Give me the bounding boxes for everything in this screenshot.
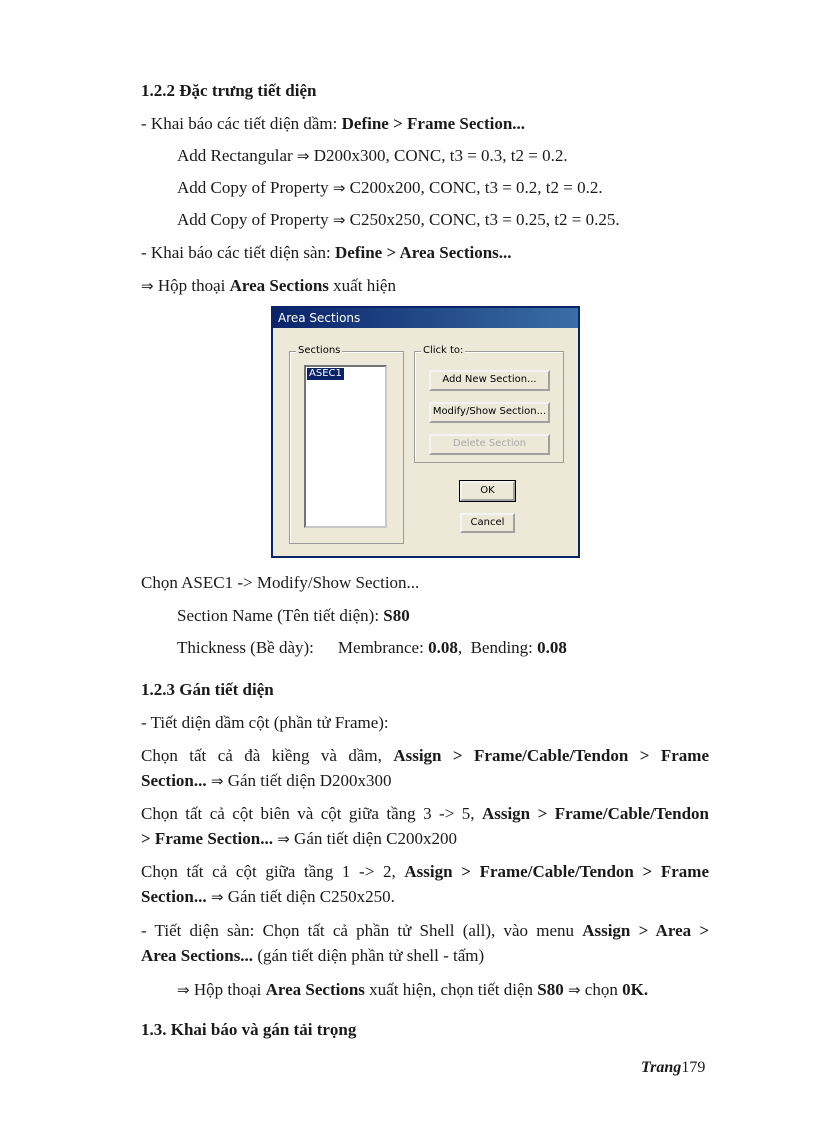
para-4-text: - Tiết diện sàn: Chọn tất cả phần tử Shell (all), vào menu — [141, 921, 583, 940]
section-item-asec1[interactable]: ASEC1 — [309, 368, 342, 379]
para-2-line-2 — [141, 828, 457, 850]
modify-show-section-button[interactable]: Modify/Show Section... — [429, 402, 550, 423]
footer-label: Trang — [641, 1059, 682, 1076]
para-5-c: xuất hiện, chọn tiết diện — [364, 980, 538, 999]
para-1-text: Chọn tất cả đà kiềng và dầm, — [141, 746, 394, 765]
sections-group-label: Sections — [298, 345, 341, 356]
arrow-icon: ⇒ — [567, 981, 581, 999]
beam-line-1-a: Add Rectangular — [177, 146, 297, 165]
beam-intro — [141, 113, 525, 135]
thickness-line: Thickness (Bề dày): Membrance: 0.08, Bending: 0.08 — [177, 638, 567, 657]
para-1-menu: Assign > Frame/Cable/Tendon > Frame — [393, 746, 709, 765]
para-2-text: Chọn tất cả cột biên và cột giữa tầng 3 -> 5, — [141, 804, 482, 823]
para-5-b: Area Sections — [265, 980, 365, 999]
beam-line-2-b: C200x200, CONC, t3 = 0.2, t2 = 0.2. — [345, 178, 603, 197]
beam-line-2 — [177, 177, 603, 199]
para-4-menu-end: Area Sections... — [141, 946, 254, 965]
beam-line-2-a: Add Copy of Property — [177, 178, 333, 197]
para-5-e: chọn — [580, 980, 623, 999]
area-sections-dialog — [271, 306, 580, 558]
para-1-result: Gán tiết diện D200x300 — [223, 771, 392, 790]
bending-value: 0.08 — [537, 638, 567, 657]
slab-intro-menu: Define > Area Sections... — [335, 243, 512, 262]
para-5-d: S80 — [537, 980, 564, 999]
beam-line-1-b: D200x300, CONC, t3 = 0.3, t2 = 0.2. — [309, 146, 568, 165]
beam-line-3 — [177, 209, 620, 231]
dialog-title: Area Sections — [273, 308, 578, 328]
cancel-button[interactable]: Cancel — [460, 513, 515, 533]
beam-intro-menu: Define > Frame Section... — [341, 114, 526, 133]
delete-section-button[interactable]: Delete Section — [429, 434, 550, 455]
section-name-line — [177, 605, 410, 627]
arrow-icon: ⇒ — [141, 277, 154, 295]
membrane-label: Membrance: — [337, 638, 429, 657]
arrow-icon: ⇒ — [177, 981, 190, 999]
para-4-menu: Assign > Area > — [582, 921, 710, 940]
para-5-a: Hộp thoại — [189, 980, 266, 999]
para-2-menu: Assign > Frame/Cable/Tendon — [481, 804, 709, 823]
beam-intro-text: - Khai báo các tiết diện dầm: — [141, 114, 342, 133]
click-to-label: Click to: — [423, 345, 464, 356]
arrow-icon: ⇒ — [277, 830, 290, 848]
heading-1-2-3: 1.2.3 Gán tiết diện — [141, 680, 274, 699]
bending-label: Bending: — [470, 638, 538, 657]
thickness-label: Thickness (Bề dày): — [177, 638, 314, 657]
section-name-value: S80 — [383, 606, 410, 625]
heading-1-3: 1.3. Khai báo và gán tải trọng — [141, 1020, 357, 1039]
dialog-intro-tail: xuất hiện — [328, 276, 396, 295]
para-4-line-2 — [141, 945, 484, 967]
choose-line: Chọn ASEC1 -> Modify/Show Section... — [141, 573, 420, 592]
ok-button[interactable]: OK — [460, 481, 515, 501]
para-2-menu-end: > Frame Section... — [141, 829, 273, 848]
sections-group — [289, 345, 404, 544]
para-3-menu: Assign > Frame/Cable/Tendon > Frame — [404, 862, 709, 881]
section-name-label: Section Name (Tên tiết diện): — [177, 606, 384, 625]
para-5 — [177, 979, 648, 1001]
para-4-note: (gán tiết diện phần tử shell - tấm) — [253, 946, 485, 965]
arrow-icon: ⇒ — [332, 179, 346, 197]
para-1-menu-end: Section... — [141, 771, 207, 790]
para-3-text: Chọn tất cả cột giữa tầng 1 -> 2, — [141, 862, 405, 881]
para-3-line-1 — [141, 861, 709, 883]
beam-line-3-a: Add Copy of Property — [177, 210, 333, 229]
para-2-result: Gán tiết diện C200x200 — [289, 829, 457, 848]
dialog-intro-text: Hộp thoại — [157, 276, 230, 295]
arrow-icon: ⇒ — [296, 147, 310, 165]
dialog-intro-bold: Area Sections — [229, 276, 329, 295]
para-4-line-1 — [141, 920, 709, 942]
beam-line-3-b: C250x250, CONC, t3 = 0.25, t2 = 0.25. — [345, 210, 620, 229]
sections-list[interactable] — [304, 365, 387, 528]
dialog-intro — [141, 275, 396, 297]
slab-intro-text: - Khai báo các tiết diện sàn: — [141, 243, 336, 262]
para-3-menu-end: Section... — [141, 887, 207, 906]
arrow-icon: ⇒ — [210, 772, 224, 790]
para-5-f: 0K — [622, 980, 644, 999]
para-3-result: Gán tiết diện C250x250. — [223, 887, 395, 906]
page-footer — [641, 1057, 705, 1079]
click-to-group — [414, 345, 564, 463]
membrane-value: 0.08 — [428, 638, 458, 657]
page-number: 179 — [681, 1059, 706, 1076]
para-5-g: . — [643, 980, 649, 999]
para-3-line-2 — [141, 886, 395, 908]
arrow-icon: ⇒ — [332, 211, 346, 229]
add-new-section-button[interactable]: Add New Section... — [429, 370, 550, 391]
arrow-icon: ⇒ — [210, 888, 224, 906]
para-1-line-1 — [141, 745, 709, 767]
frame-intro: - Tiết diện dầm cột (phần tử Frame): — [141, 713, 389, 732]
beam-line-1 — [177, 145, 568, 167]
slab-intro — [141, 242, 512, 264]
para-2-line-1 — [141, 803, 709, 825]
para-1-line-2 — [141, 770, 392, 792]
heading-1-2-2: 1.2.2 Đặc trưng tiết diện — [141, 81, 317, 100]
